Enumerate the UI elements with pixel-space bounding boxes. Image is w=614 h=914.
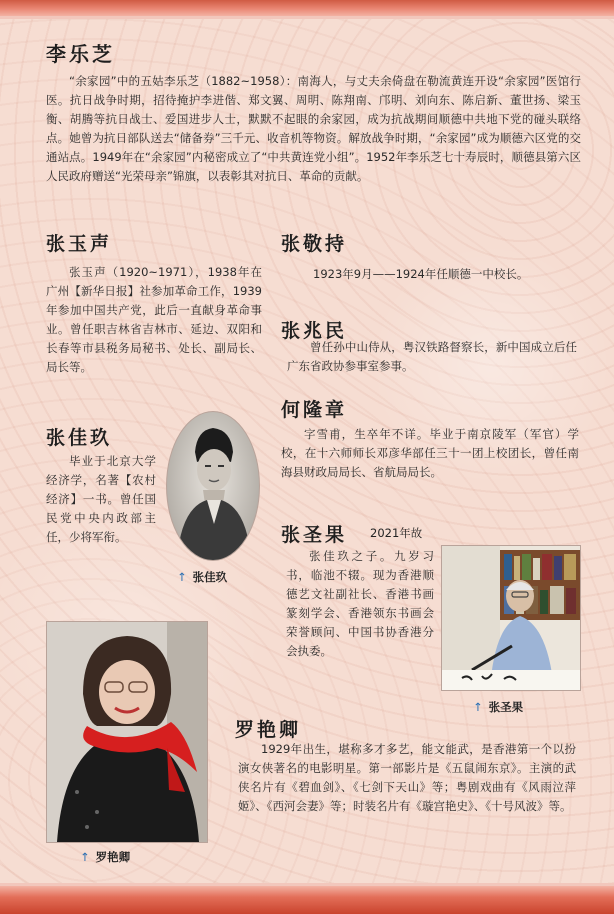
he-longzhang-bio: 字雪甫，生卒年不详。毕业于南京陵军（军官）学校，在十六师师长邓彦华部任三十一团上校团长，曾任南海县财政局局长、省航局局长。 [281,427,579,479]
li-lezhi-name: 李乐芝 [46,42,115,66]
zhang-jiajiu-bio: 毕业于北京大学经济学，名著【农村经济】一书。曾任国民党中央内政部主任，少将军衔。 [46,454,156,544]
top-decorative-stripe [0,0,614,19]
up-arrow-icon: ↑ [473,700,483,714]
man-portrait-illustration [167,412,259,560]
zhang-jiajiu-caption [177,569,227,585]
he-longzhang-name: 何隆章 [281,399,348,421]
zhang-jiajiu-caption-text: 张佳玖 [192,570,228,584]
zhang-yusheng-bio: 张玉声（1920~1971），1938年在广州【新华日报】社参加革命工作，1939年参加中国共产党，此后一直献身革命事业。曾任职吉林省吉林市、延边、双阳和长春等市县税务局秘书、处长、副局长、局长等。 [46,265,262,374]
woman-portrait-illustration [47,622,207,842]
luo-yanqing-bio: 1929年出生，堪称多才多艺，能文能武，是香港第一个以扮演女侠著名的电影明星。第一部影片是《五鼠闹东京》。主演的武侠名片有《碧血剑》、《七剑下天山》等；粤剧戏曲有《风雨泣萍姬》、《西河会妻》等；时装名片有《璇宫艳史》、《十号风波》等。 [238,742,576,813]
zhang-jiajiu-name: 张佳玖 [46,427,113,449]
zhang-zhaomin-name: 张兆民 [281,320,348,342]
zhang-zhaomin-bio: 曾任孙中山侍从，粤汉铁路督察长，新中国成立后任广东省政协参事室参事。 [287,340,577,373]
luo-yanqing-photo [46,621,208,843]
zhang-shengguo-caption-text: 张圣果 [488,700,524,714]
calligrapher-photo-illustration [442,546,580,690]
zhang-shengguo-year: 2021年故 [370,526,423,540]
zhang-jiajiu-portrait [166,411,260,561]
zhang-jingchi-name: 张敬持 [281,233,348,255]
zhang-yusheng-name: 张玉声 [46,233,113,255]
zhang-jingchi-bio: 1923年9月——1924年任顺德一中校长。 [313,267,529,281]
zhang-shengguo-name: 张圣果 [281,524,348,546]
zhang-shengguo-caption [473,699,523,715]
luo-yanqing-caption [80,849,130,865]
up-arrow-icon: ↑ [177,570,187,584]
luo-yanqing-name: 罗艳卿 [235,719,302,741]
li-lezhi-bio: “余家园”中的五姑李乐芝（1882~1958）：南海人，与丈夫余倚盘在勒流黄连开设“余家园”医馆行医。抗日战争时期，招待掩护李进偕、郑文翼、周明、陈翔南、邝明、刘向东、陈启新、董世扬、梁玉衡、胡腾等抗日战士、爱国进步人士，默默不起眼的余家园，成为抗战期间顺德中共地下党的碰头联络点。她曾为抗日部队送去“储备券”三千元、收音机等物资。解放战争时期，“余家园”成为顺德六区党的交通站点。1949年在“余家园”内秘密成立了“中共黄连党小组”。1952年李乐芝七十寿辰时，顺德县第六区人民政府赠送“光荣母亲”锦旗，以表彰其对抗日、革命的贡献。 [46,74,581,183]
up-arrow-icon: ↑ [80,850,90,864]
luo-yanqing-caption-text: 罗艳卿 [95,850,131,864]
zhang-shengguo-bio: 张佳玖之子。九岁习书，临池不辍。现为香港顺德艺文社副社长、香港书画篆刻学会、香港领东书画会荣誉顾问、中国书协香港分会执委。 [286,549,434,658]
bottom-decorative-stripe [0,883,614,914]
zhang-shengguo-photo [441,545,581,691]
